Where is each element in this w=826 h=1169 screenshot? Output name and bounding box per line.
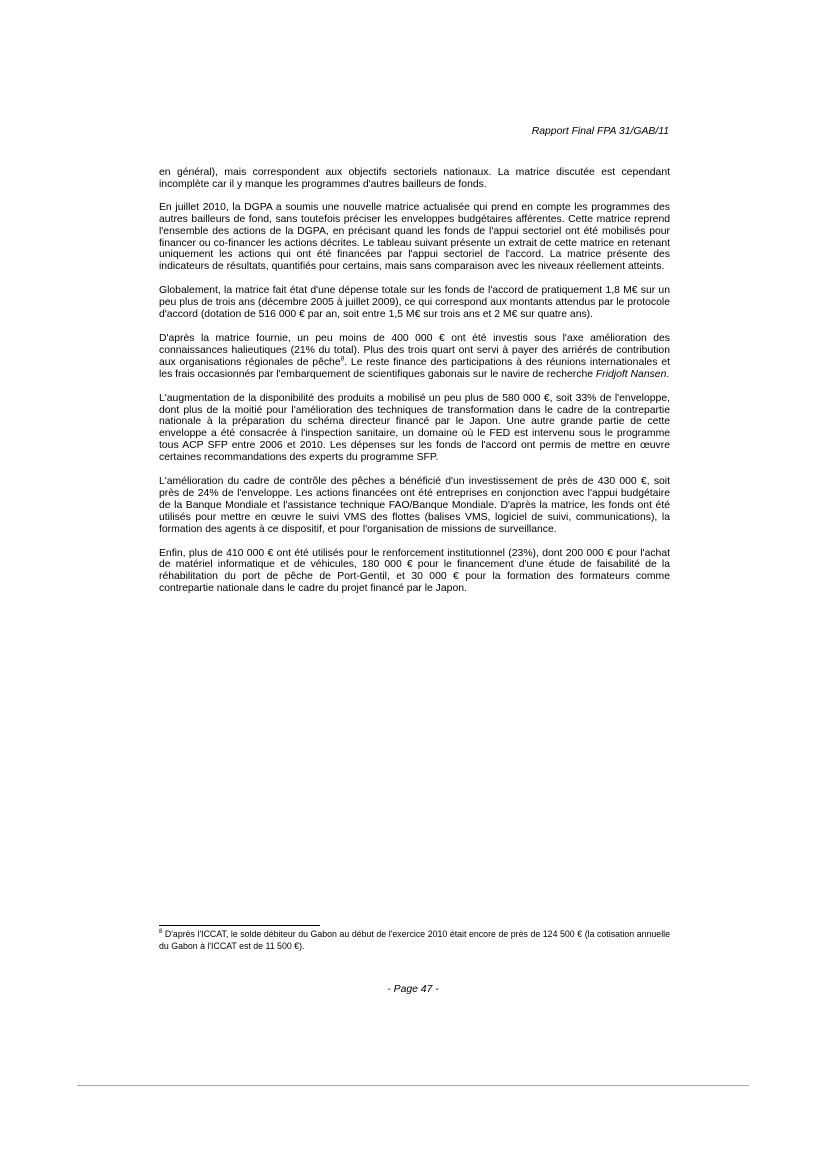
footnote-separator xyxy=(159,925,320,926)
paragraph-4-text-end: . xyxy=(666,368,670,380)
paragraph-5: L'augmentation de la disponibilité des produits a mobilisé un peu plus de 580 000 €, soit 33% de l'enveloppe, dont plus de la moitié pour l'amélioration des techniques de transformation dans le cadre de la contrepartie nationale à la préparation du schéma directeur financé par le Japon. Une autre grande partie de cette enveloppe a été consacrée à l'inspection sanitaire, un domaine où le FED est intervenu sous le programme tous ACP SFP entre 2006 et 2010. Les dépenses sur les fonds de l'accord ont permis de mettre en œuvre certaines recommandations des experts du programme SFP. xyxy=(159,392,670,464)
footer-divider xyxy=(77,1085,749,1086)
ship-name: Fridjoft Nansen xyxy=(595,368,667,380)
paragraph-4 xyxy=(159,333,670,381)
paragraph-2: En juillet 2010, la DGPA a soumis une nouvelle matrice actualisée qui prend en compte les programmes des autres bailleurs de fond, sans toutefois préciser les enveloppes budgétaires afférentes. Cette matrice reprend l'ensemble des actions de la DGPA, en précisant quand les fonds de l'appui sectoriel ont été mobilisés pour financer ou co-financer les actions décrites. Le tableau suivant présente un extrait de cette matrice en retenant uniquement les actions qui ont été financées par l'appui sectoriel de l'accord. La matrice présente des indicateurs de résultats, quantifiés pour certains, mais sans comparaison avec les niveaux réellement atteints. xyxy=(159,201,670,273)
paragraph-1: en général), mais correspondent aux objectifs sectoriels nationaux. La matrice discutée est cependant incomplète car il y manque les programmes d'autres bailleurs de fonds. xyxy=(159,167,670,190)
page-number: - Page 47 - xyxy=(387,984,439,995)
footnote-reference[interactable]: 8 xyxy=(340,355,345,363)
paragraph-4-text-start: D'après la matrice fournie, un peu moins de 400 000 € ont été investis sous l'axe amélioration des connaissances halieutiques (21% du total). Plus des trois quart ont servi à payer des arriérés de contribution aux organisations régionales de pêche xyxy=(159,332,670,368)
body-text xyxy=(159,167,670,607)
paragraph-6: L'amélioration du cadre de contrôle des pêches a bénéficié d'un investissement de près de 430 000 €, soit près de 24% de l'enveloppe. Les actions financées ont été entreprises en conjonction avec l'appui budgétaire de la Banque Mondiale et l'assistance technique FAO/Banque Mondiale. D'après la matrice, les fonds ont été utilisés pour mettre en œuvre le suivi VMS des flottes (balises VMS, logiciel de suivi, communications), la formation des agents à ce dispositif, et pour l'organisation de missions de surveillance. xyxy=(159,476,670,535)
paragraph-4-text-middle: . Le reste finance des participations à des réunions internationales et les frais occasionnés par l'embarquement de scientifiques gabonais sur le navire de recherche xyxy=(159,356,670,380)
footnote xyxy=(159,929,670,952)
paragraph-3: Globalement, la matrice fait état d'une dépense totale sur les fonds de l'accord de pratiquement 1,8 M€ sur un peu plus de trois ans (décembre 2005 à juillet 2009), ce qui correspond aux montants attendus par le protocole d'accord (dotation de 516 000 € par an, soit entre 1,5 M€ sur trois ans et 2 M€ sur quatre ans). xyxy=(159,285,670,321)
running-header: Rapport Final FPA 31/GAB/11 xyxy=(531,126,669,137)
paragraph-7: Enfin, plus de 410 000 € ont été utilisés pour le renforcement institutionnel (23%), dont 200 000 € pour l'achat de matériel informatique et de véhicules, 180 000 € pour le financement d'une étude de faisabilité de la réhabilitation du port de pêche de Port-Gentil, et 30 000 € pour la formation des formateurs comme contrepartie nationale dans le cadre du projet financé par le Japon. xyxy=(159,547,670,595)
footnote-text: D'après l'ICCAT, le solde débiteur du Gabon au début de l'exercice 2010 était encore de près de 124 500 € (la cotisation annuelle du Gabon à l'ICCAT est de 11 500 €). xyxy=(159,929,670,951)
footnote-number: 8 xyxy=(159,929,163,936)
